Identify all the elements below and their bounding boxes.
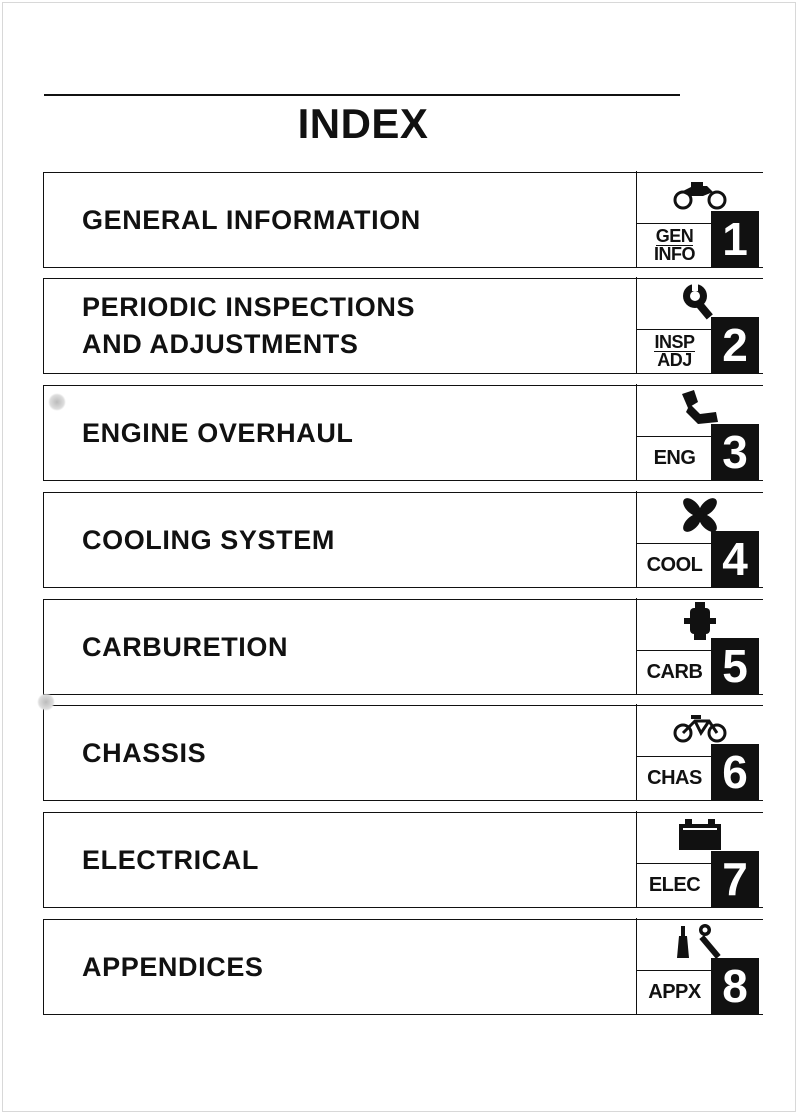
section-code-text: INFO — [654, 244, 695, 265]
section-code-text: CARB — [646, 661, 703, 684]
section-number: 1 — [711, 211, 759, 267]
page-title: INDEX — [297, 100, 429, 147]
section-code-text: GEN — [655, 226, 694, 247]
section-code-text: ENG — [653, 447, 696, 470]
section-title: CARBURETION — [82, 631, 289, 662]
section-number: 5 — [711, 638, 759, 694]
wrench-icon — [637, 281, 763, 321]
section-code — [637, 436, 713, 480]
section-code-text: ELEC — [648, 874, 701, 897]
carburetor-icon — [637, 602, 763, 642]
index-row-6[interactable] — [43, 705, 763, 801]
section-tab — [636, 171, 764, 267]
index-row-7[interactable] — [43, 812, 763, 908]
scan-speck — [48, 393, 66, 411]
section-title: GENERAL INFORMATION — [82, 204, 421, 235]
section-code-text: CHAS — [647, 767, 702, 790]
section-number: 2 — [711, 317, 759, 373]
index-row-3[interactable] — [43, 385, 763, 481]
scan-speck — [37, 693, 55, 711]
section-number: 4 — [711, 531, 759, 587]
fan-icon — [637, 495, 763, 535]
section-code-text: APPX — [648, 981, 701, 1004]
index-row-4[interactable] — [43, 492, 763, 588]
section-tab — [636, 277, 764, 373]
section-tab — [636, 811, 764, 907]
section-code — [637, 863, 713, 907]
index-row-8[interactable] — [43, 919, 763, 1015]
motorcycle-icon — [637, 175, 763, 215]
section-title: ELECTRICAL — [82, 844, 259, 875]
section-number: 8 — [711, 958, 759, 1014]
index-row-5[interactable] — [43, 599, 763, 695]
section-title: PERIODIC INSPECTIONS AND ADJUSTMENTS — [82, 292, 416, 359]
section-number: 6 — [711, 744, 759, 800]
section-code — [637, 970, 713, 1014]
bicycle-frame-icon — [637, 708, 763, 748]
section-code — [637, 223, 713, 267]
battery-icon — [637, 815, 763, 855]
section-code — [637, 543, 713, 587]
section-title: APPENDICES — [82, 951, 264, 982]
section-number: 3 — [711, 424, 759, 480]
engine-icon — [637, 388, 763, 428]
section-tab — [636, 491, 764, 587]
section-title: ENGINE OVERHAUL — [82, 417, 354, 448]
section-code — [637, 650, 713, 694]
index-row-2[interactable] — [43, 278, 763, 374]
section-title: CHASSIS — [82, 737, 207, 768]
index-row-1[interactable] — [43, 172, 763, 268]
tools-icon — [637, 922, 763, 962]
section-code-text: COOL — [646, 554, 703, 577]
section-code — [637, 329, 713, 373]
top-rule — [44, 94, 680, 96]
section-code-text: ADJ — [657, 350, 692, 371]
section-tab — [636, 384, 764, 480]
section-title: COOLING SYSTEM — [82, 524, 335, 555]
section-number: 7 — [711, 851, 759, 907]
section-code — [637, 756, 713, 800]
section-tab — [636, 918, 764, 1014]
section-tab — [636, 598, 764, 694]
section-tab — [636, 704, 764, 800]
section-code-text: INSP — [654, 332, 695, 353]
